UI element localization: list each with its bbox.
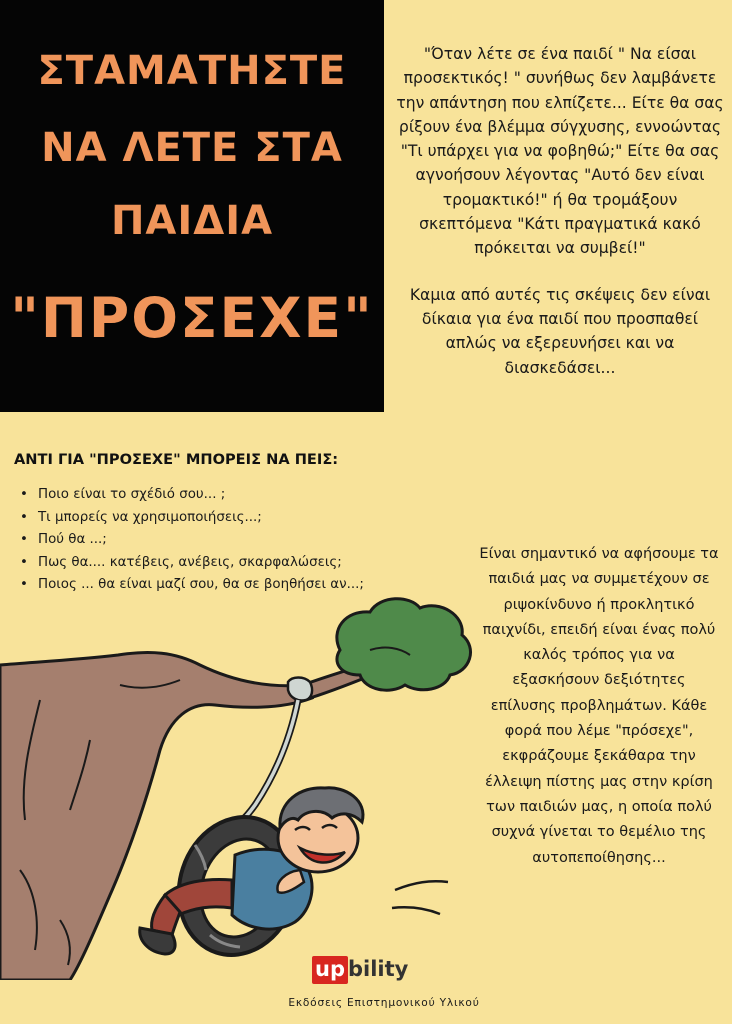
title-block (0, 0, 384, 412)
intro-paragraph-2: Καμια από αυτές τις σκέψεις δεν είναι δίκαια για ένα παιδί που προσπαθεί απλώς να εξερευνήσει και να διασκεδάσει... (409, 285, 711, 377)
alternatives-heading: ΑΝΤΙ ΓΙΑ "ΠΡΟΣΕΧΕ" ΜΠΟΡΕΙΣ ΝΑ ΠΕΙΣ: (14, 451, 339, 468)
list-item: • Πως θα.... κατέβεις, ανέβεις, σκαρφαλώσεις; (20, 552, 364, 575)
list-item: • Ποιος ... θα είναι μαζί σου, θα σε βοηθήσει αν...; (20, 574, 364, 597)
publisher-label: Εκδόσεις Επιστημονικού Υλικού (288, 997, 480, 1009)
rope-knot (288, 678, 312, 701)
title-line-3: ΠΑΙΔΙΑ (110, 198, 274, 244)
title-line-1: ΣΤΑΜΑΤΗΣΤΕ (37, 48, 347, 94)
intro-text (395, 42, 725, 380)
alternatives-list (20, 484, 364, 597)
list-item: • Τι μπορείς να χρησιμοποιήσεις...; (20, 507, 364, 530)
logo-up: up (312, 956, 348, 984)
tree-swing-illustration (0, 590, 480, 980)
side-paragraph: Είναι σημαντικό να αφήσουμε τα παιδιά μας να συμμετέχουν σε ριψοκίνδυνο ή προκλητικό παιχνίδι, επειδή είναι ένας πολύ καλός τρόπος για να εξασκήσουν δεξιότητες επίλυσης προβλημάτων. Κάθε φορά που λέμε "πρόσεχε", εκφράζουμε ξεκάθαρα την έλλειψη πίστης μας στην κρίση των παιδιών μας, η οποία πολύ συχνά γίνεται το θεμέλιο της αυτοπεποίθησης... (479, 546, 719, 866)
upbility-logo (312, 956, 408, 984)
list-item: • Πού θα ...; (20, 529, 364, 552)
title-line-2: ΝΑ ΛΕΤΕ ΣΤΑ (41, 125, 343, 171)
intro-paragraph-1: "Όταν λέτε σε ένα παιδί " Να είσαι προσεκτικός! " συνήθως δεν λαμβάνετε την απάντηση που ελπίζετε... Είτε θα σας ρίξουν ένα βλέμμα σύγχυσης, εννοώντας "Τι υπάρχει για να φοβηθώ;" Είτε θα σας αγνοήσουν λέγοντας "Αυτό δεν είναι τρομακτικό!" ή θα τρομάξουν σκεπτόμενα "Κάτι πραγματικά κακό πρόκειται να συμβεί!" (396, 45, 724, 258)
list-item: • Ποιο είναι το σχέδιό σου... ; (20, 484, 364, 507)
title-highlight: "ΠΡΟΣΕΧΕ" (10, 286, 374, 350)
logo-rest: bility (347, 957, 409, 981)
motion-lines (395, 881, 448, 890)
side-text (478, 542, 720, 871)
